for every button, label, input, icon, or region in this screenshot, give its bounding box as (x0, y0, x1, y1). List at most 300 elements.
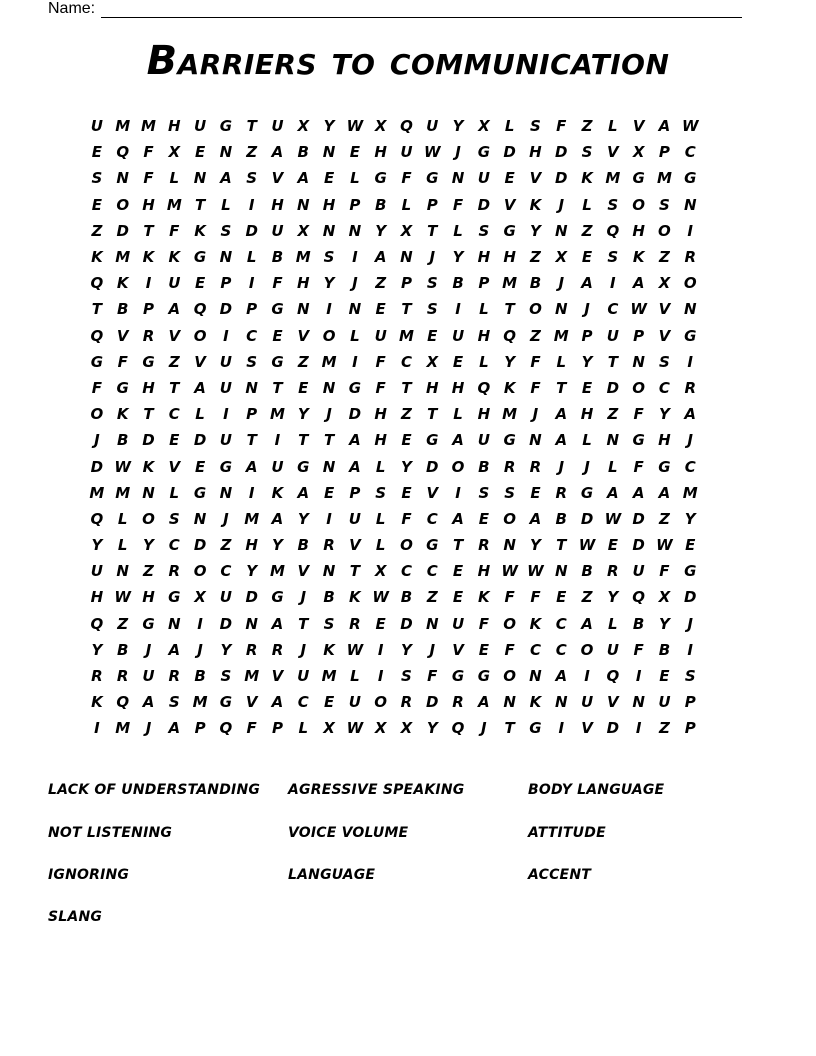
grid-letter[interactable]: O (580, 640, 594, 659)
grid-letter[interactable]: C (555, 640, 567, 659)
grid-letter[interactable]: V (581, 719, 593, 738)
grid-letter[interactable]: A (555, 405, 568, 424)
grid-letter[interactable]: K (581, 169, 593, 188)
grid-letter[interactable]: L (298, 719, 309, 738)
grid-letter[interactable]: T (556, 536, 567, 555)
grid-letter[interactable]: T (504, 719, 515, 738)
grid-letter[interactable]: N (632, 352, 645, 371)
grid-letter[interactable]: O (400, 536, 413, 555)
grid-letter[interactable]: N (245, 614, 258, 633)
grid-letter[interactable]: H (296, 274, 310, 293)
grid-letter[interactable]: E (298, 378, 309, 397)
grid-letter[interactable]: D (245, 588, 258, 607)
grid-letter[interactable]: G (219, 457, 233, 476)
grid-letter[interactable]: I (352, 352, 358, 371)
grid-letter[interactable]: E (556, 588, 567, 607)
grid-letter[interactable]: U (142, 667, 155, 686)
grid-letter[interactable]: M (553, 326, 569, 345)
grid-letter[interactable]: F (246, 719, 257, 738)
grid-letter[interactable]: O (116, 195, 130, 214)
grid-letter[interactable]: J (300, 640, 307, 659)
grid-letter[interactable]: E (478, 640, 489, 659)
grid-letter[interactable]: I (248, 195, 255, 214)
grid-letter[interactable]: E (349, 143, 360, 162)
grid-letter[interactable]: V (658, 300, 671, 319)
grid-letter[interactable]: A (297, 483, 310, 502)
grid-letter[interactable]: N (529, 431, 542, 450)
grid-letter[interactable]: S (168, 509, 180, 528)
grid-letter[interactable]: F (633, 405, 644, 424)
grid-letter[interactable]: L (453, 221, 463, 240)
grid-letter[interactable]: X (297, 221, 310, 240)
grid-letter[interactable]: B (116, 300, 129, 319)
grid-letter[interactable]: H (580, 405, 594, 424)
grid-letter[interactable]: D (684, 588, 697, 607)
grid-letter[interactable]: J (584, 300, 590, 319)
grid-letter[interactable]: B (297, 536, 309, 555)
grid-letter[interactable]: D (193, 536, 207, 555)
grid-letter[interactable]: G (168, 588, 181, 607)
grid-letter[interactable]: P (400, 274, 412, 293)
grid-letter[interactable]: U (271, 221, 284, 240)
grid-letter[interactable]: A (529, 509, 542, 528)
grid-letter[interactable]: E (401, 483, 412, 502)
grid-letter[interactable]: V (632, 117, 645, 136)
grid-letter[interactable]: N (425, 614, 439, 633)
grid-letter[interactable]: I (687, 221, 694, 240)
grid-letter[interactable]: P (581, 326, 593, 345)
grid-letter[interactable]: L (608, 457, 618, 476)
grid-letter[interactable]: Z (607, 405, 619, 424)
grid-letter[interactable]: S (504, 483, 516, 502)
grid-letter[interactable]: G (451, 667, 465, 686)
grid-letter[interactable]: D (90, 457, 104, 476)
grid-letter[interactable]: L (582, 195, 592, 214)
grid-letter[interactable]: G (193, 248, 207, 267)
grid-letter[interactable]: S (607, 248, 619, 267)
grid-letter[interactable]: E (581, 248, 593, 267)
grid-letter[interactable]: A (452, 509, 464, 528)
grid-letter[interactable]: N (219, 248, 233, 267)
grid-letter[interactable]: K (503, 378, 516, 397)
grid-letter[interactable]: U (219, 352, 232, 371)
grid-letter[interactable]: Y (220, 640, 232, 659)
grid-letter[interactable]: G (477, 667, 490, 686)
grid-letter[interactable]: M (192, 693, 208, 712)
grid-letter[interactable]: Z (246, 143, 258, 162)
grid-letter[interactable]: I (326, 509, 332, 528)
grid-letter[interactable]: I (610, 274, 616, 293)
grid-letter[interactable]: L (479, 300, 489, 319)
grid-letter[interactable]: D (555, 143, 568, 162)
grid-letter[interactable]: T (452, 536, 464, 555)
grid-letter[interactable]: F (169, 221, 180, 240)
grid-letter[interactable]: V (245, 693, 258, 712)
grid-letter[interactable]: J (145, 719, 152, 738)
grid-letter[interactable]: R (168, 667, 181, 686)
grid-letter[interactable]: J (429, 248, 436, 267)
grid-letter[interactable]: Z (581, 588, 593, 607)
grid-letter[interactable]: M (89, 483, 105, 502)
grid-letter[interactable]: I (248, 274, 255, 293)
grid-letter[interactable]: S (323, 248, 335, 267)
grid-letter[interactable]: I (455, 483, 461, 502)
grid-letter[interactable]: O (193, 326, 207, 345)
grid-letter[interactable]: P (684, 719, 696, 738)
grid-letter[interactable]: L (401, 195, 412, 214)
grid-letter[interactable]: U (477, 431, 490, 450)
grid-letter[interactable]: M (166, 195, 182, 214)
grid-letter[interactable]: F (504, 588, 515, 607)
grid-letter[interactable]: S (478, 483, 490, 502)
grid-letter[interactable]: R (684, 248, 696, 267)
grid-letter[interactable]: N (322, 143, 336, 162)
grid-letter[interactable]: W (114, 457, 131, 476)
grid-letter[interactable]: A (607, 483, 619, 502)
grid-letter[interactable]: N (322, 378, 336, 397)
grid-letter[interactable]: U (219, 431, 232, 450)
grid-letter[interactable]: I (145, 274, 152, 293)
grid-letter[interactable]: J (584, 457, 590, 476)
grid-letter[interactable]: J (481, 719, 487, 738)
grid-letter[interactable]: G (503, 431, 516, 450)
grid-letter[interactable]: H (374, 143, 387, 162)
grid-letter[interactable]: P (478, 274, 490, 293)
grid-letter[interactable]: R (555, 483, 568, 502)
grid-letter[interactable]: L (169, 169, 180, 188)
grid-letter[interactable]: L (350, 326, 360, 345)
grid-letter[interactable]: Y (143, 536, 154, 555)
grid-letter[interactable]: A (168, 719, 181, 738)
grid-letter[interactable]: Y (684, 509, 696, 528)
grid-letter[interactable]: M (295, 248, 311, 267)
grid-letter[interactable]: Y (607, 588, 619, 607)
grid-letter[interactable]: I (223, 405, 229, 424)
grid-letter[interactable]: M (502, 405, 518, 424)
grid-letter[interactable]: H (477, 248, 491, 267)
grid-letter[interactable]: Y (452, 248, 464, 267)
grid-letter[interactable]: E (323, 169, 335, 188)
grid-letter[interactable]: T (401, 378, 412, 397)
grid-letter[interactable]: X (426, 352, 439, 371)
grid-letter[interactable]: T (143, 405, 154, 424)
grid-letter[interactable]: D (219, 300, 233, 319)
grid-letter[interactable]: U (632, 562, 645, 581)
grid-letter[interactable]: Z (530, 248, 541, 267)
grid-letter[interactable]: E (581, 378, 593, 397)
grid-letter[interactable]: Y (272, 536, 283, 555)
grid-letter[interactable]: F (427, 667, 438, 686)
grid-letter[interactable]: U (193, 117, 207, 136)
grid-letter[interactable]: S (91, 169, 103, 188)
grid-letter[interactable]: C (684, 457, 696, 476)
grid-letter[interactable]: X (297, 117, 310, 136)
grid-letter[interactable]: V (529, 169, 542, 188)
grid-letter[interactable]: E (659, 667, 670, 686)
grid-letter[interactable]: F (530, 378, 541, 397)
grid-letter[interactable]: G (580, 483, 594, 502)
grid-letter[interactable]: Y (246, 562, 258, 581)
grid-letter[interactable]: Z (143, 562, 154, 581)
grid-letter[interactable]: B (323, 588, 335, 607)
grid-letter[interactable]: M (115, 719, 131, 738)
grid-letter[interactable]: Z (658, 248, 670, 267)
grid-letter[interactable]: G (477, 143, 490, 162)
grid-letter[interactable]: H (90, 588, 104, 607)
grid-letter[interactable]: T (143, 221, 154, 240)
grid-letter[interactable]: P (658, 143, 670, 162)
grid-letter[interactable]: N (606, 431, 620, 450)
grid-letter[interactable]: I (248, 483, 255, 502)
grid-letter[interactable]: O (503, 509, 517, 528)
grid-letter[interactable]: Q (90, 274, 104, 293)
grid-letter[interactable]: I (326, 300, 332, 319)
grid-letter[interactable]: C (555, 614, 567, 633)
grid-letter[interactable]: M (605, 169, 621, 188)
grid-letter[interactable]: M (398, 326, 414, 345)
grid-letter[interactable]: C (426, 509, 438, 528)
grid-letter[interactable]: N (219, 143, 233, 162)
grid-letter[interactable]: F (452, 195, 464, 214)
grid-letter[interactable]: Y (401, 640, 412, 659)
grid-letter[interactable]: L (195, 405, 205, 424)
grid-letter[interactable]: U (90, 562, 103, 581)
grid-letter[interactable]: D (348, 405, 362, 424)
grid-letter[interactable]: N (503, 536, 516, 555)
grid-letter[interactable]: G (684, 326, 697, 345)
grid-letter[interactable]: E (323, 693, 335, 712)
grid-letter[interactable]: J (532, 405, 539, 424)
grid-letter[interactable]: T (298, 431, 309, 450)
grid-letter[interactable]: I (584, 667, 590, 686)
grid-letter[interactable]: F (478, 614, 489, 633)
grid-letter[interactable]: V (297, 326, 310, 345)
grid-letter[interactable]: M (321, 352, 337, 371)
grid-letter[interactable]: C (168, 405, 180, 424)
grid-letter[interactable]: V (116, 326, 129, 345)
grid-letter[interactable]: F (633, 457, 644, 476)
grid-letter[interactable]: N (168, 614, 181, 633)
grid-letter[interactable]: S (581, 143, 593, 162)
grid-letter[interactable]: J (687, 614, 694, 633)
grid-letter[interactable]: U (451, 614, 465, 633)
grid-letter[interactable]: L (350, 169, 360, 188)
grid-letter[interactable]: P (684, 693, 696, 712)
grid-letter[interactable]: C (607, 300, 619, 319)
grid-letter[interactable]: X (194, 588, 206, 607)
grid-letter[interactable]: D (632, 509, 645, 528)
grid-letter[interactable]: G (658, 457, 671, 476)
grid-letter[interactable]: T (298, 614, 309, 633)
grid-letter[interactable]: F (272, 274, 283, 293)
grid-letter[interactable]: F (143, 143, 154, 162)
grid-letter[interactable]: R (607, 562, 619, 581)
grid-letter[interactable]: S (659, 195, 670, 214)
grid-letter[interactable]: D (503, 143, 516, 162)
grid-letter[interactable]: R (503, 457, 516, 476)
grid-letter[interactable]: E (452, 562, 464, 581)
grid-letter[interactable]: S (246, 352, 258, 371)
grid-letter[interactable]: U (271, 117, 284, 136)
grid-letter[interactable]: Q (116, 693, 130, 712)
grid-letter[interactable]: X (400, 719, 413, 738)
grid-letter[interactable]: A (632, 274, 645, 293)
grid-letter[interactable]: G (193, 483, 207, 502)
grid-letter[interactable]: Z (117, 614, 129, 633)
grid-letter[interactable]: Z (297, 352, 309, 371)
grid-letter[interactable]: Y (91, 640, 103, 659)
grid-letter[interactable]: R (323, 536, 335, 555)
grid-letter[interactable]: E (323, 483, 335, 502)
grid-letter[interactable]: V (194, 352, 206, 371)
grid-letter[interactable]: C (297, 693, 309, 712)
grid-letter[interactable]: Q (606, 667, 620, 686)
grid-letter[interactable]: A (168, 640, 181, 659)
grid-letter[interactable]: A (271, 693, 284, 712)
grid-letter[interactable]: D (606, 378, 620, 397)
grid-letter[interactable]: A (142, 693, 155, 712)
grid-letter[interactable]: U (451, 326, 465, 345)
grid-letter[interactable]: W (114, 588, 131, 607)
grid-letter[interactable]: C (220, 562, 232, 581)
grid-letter[interactable]: H (503, 248, 516, 267)
grid-letter[interactable]: E (504, 169, 515, 188)
grid-letter[interactable]: I (455, 300, 461, 319)
grid-letter[interactable]: L (504, 117, 515, 136)
grid-letter[interactable]: Z (658, 509, 670, 528)
grid-letter[interactable]: L (117, 509, 128, 528)
grid-letter[interactable]: Q (90, 509, 104, 528)
grid-letter[interactable]: X (658, 588, 671, 607)
grid-letter[interactable]: R (684, 378, 696, 397)
grid-letter[interactable]: B (632, 614, 645, 633)
grid-letter[interactable]: N (142, 483, 155, 502)
grid-letter[interactable]: N (554, 221, 568, 240)
grid-letter[interactable]: S (246, 169, 258, 188)
grid-letter[interactable]: J (429, 640, 436, 659)
grid-letter[interactable]: O (683, 274, 697, 293)
grid-letter[interactable]: M (270, 405, 285, 424)
grid-letter[interactable]: A (581, 274, 593, 293)
grid-letter[interactable]: L (375, 509, 386, 528)
grid-letter[interactable]: K (91, 693, 103, 712)
grid-letter[interactable]: P (426, 195, 438, 214)
grid-letter[interactable]: B (658, 640, 671, 659)
grid-letter[interactable]: B (478, 457, 490, 476)
grid-letter[interactable]: N (116, 562, 129, 581)
grid-letter[interactable]: B (116, 640, 129, 659)
grid-letter[interactable]: J (455, 143, 461, 162)
grid-letter[interactable]: X (374, 719, 387, 738)
grid-letter[interactable]: X (374, 562, 387, 581)
grid-letter[interactable]: M (656, 169, 672, 188)
grid-letter[interactable]: R (116, 667, 129, 686)
grid-letter[interactable]: H (271, 195, 284, 214)
grid-letter[interactable]: A (271, 143, 284, 162)
grid-letter[interactable]: I (687, 352, 694, 371)
grid-letter[interactable]: U (219, 378, 232, 397)
grid-letter[interactable]: H (451, 378, 465, 397)
grid-letter[interactable]: B (116, 431, 129, 450)
grid-letter[interactable]: U (348, 509, 361, 528)
grid-letter[interactable]: Z (426, 588, 438, 607)
grid-letter[interactable]: V (271, 169, 284, 188)
grid-letter[interactable]: W (527, 562, 544, 581)
grid-letter[interactable]: H (477, 562, 491, 581)
grid-letter[interactable]: L (221, 195, 231, 214)
grid-letter[interactable]: Y (375, 221, 387, 240)
grid-letter[interactable]: R (142, 326, 155, 345)
grid-letter[interactable]: K (168, 248, 181, 267)
grid-letter[interactable]: P (271, 719, 283, 738)
grid-letter[interactable]: O (632, 195, 646, 214)
grid-letter[interactable]: Z (658, 719, 670, 738)
grid-letter[interactable]: I (223, 326, 229, 345)
grid-letter[interactable]: O (451, 457, 465, 476)
grid-letter[interactable]: U (477, 169, 490, 188)
grid-letter[interactable]: Y (323, 274, 335, 293)
grid-letter[interactable]: C (684, 143, 696, 162)
grid-letter[interactable]: M (270, 562, 285, 581)
grid-letter[interactable]: N (245, 378, 258, 397)
grid-letter[interactable]: P (633, 326, 645, 345)
grid-letter[interactable]: D (606, 719, 620, 738)
grid-letter[interactable]: R (529, 457, 542, 476)
grid-letter[interactable]: V (426, 483, 439, 502)
grid-letter[interactable]: N (451, 169, 465, 188)
grid-letter[interactable]: G (116, 378, 129, 397)
grid-letter[interactable]: A (658, 483, 671, 502)
grid-letter[interactable]: K (478, 588, 490, 607)
grid-letter[interactable]: S (323, 614, 335, 633)
grid-letter[interactable]: W (501, 562, 518, 581)
grid-letter[interactable]: S (220, 221, 232, 240)
grid-letter[interactable]: H (142, 195, 155, 214)
grid-letter[interactable]: L (453, 405, 463, 424)
grid-letter[interactable]: B (555, 509, 567, 528)
grid-letter[interactable]: H (245, 536, 258, 555)
grid-letter[interactable]: K (632, 248, 645, 267)
name-blank-line[interactable] (101, 3, 742, 18)
grid-letter[interactable]: O (503, 614, 517, 633)
grid-letter[interactable]: V (503, 195, 516, 214)
grid-letter[interactable]: F (530, 588, 541, 607)
grid-letter[interactable]: C (400, 562, 412, 581)
grid-letter[interactable]: A (220, 169, 232, 188)
grid-letter[interactable]: I (558, 719, 565, 738)
grid-letter[interactable]: Z (530, 326, 541, 345)
grid-letter[interactable]: A (555, 431, 568, 450)
grid-letter[interactable]: D (477, 195, 491, 214)
grid-letter[interactable]: E (194, 274, 206, 293)
grid-letter[interactable]: G (297, 457, 310, 476)
grid-letter[interactable]: R (245, 640, 258, 659)
grid-letter[interactable]: T (246, 117, 257, 136)
grid-letter[interactable]: A (374, 248, 387, 267)
grid-letter[interactable]: O (529, 300, 542, 319)
grid-letter[interactable]: H (168, 117, 181, 136)
grid-letter[interactable]: Y (401, 457, 412, 476)
grid-letter[interactable]: E (194, 143, 206, 162)
grid-letter[interactable]: A (555, 667, 568, 686)
grid-letter[interactable]: X (323, 719, 335, 738)
grid-letter[interactable]: W (346, 719, 364, 738)
grid-letter[interactable]: F (504, 640, 515, 659)
grid-letter[interactable]: U (400, 143, 413, 162)
grid-letter[interactable]: X (658, 274, 671, 293)
grid-letter[interactable]: S (401, 667, 412, 686)
grid-letter[interactable]: G (684, 562, 697, 581)
